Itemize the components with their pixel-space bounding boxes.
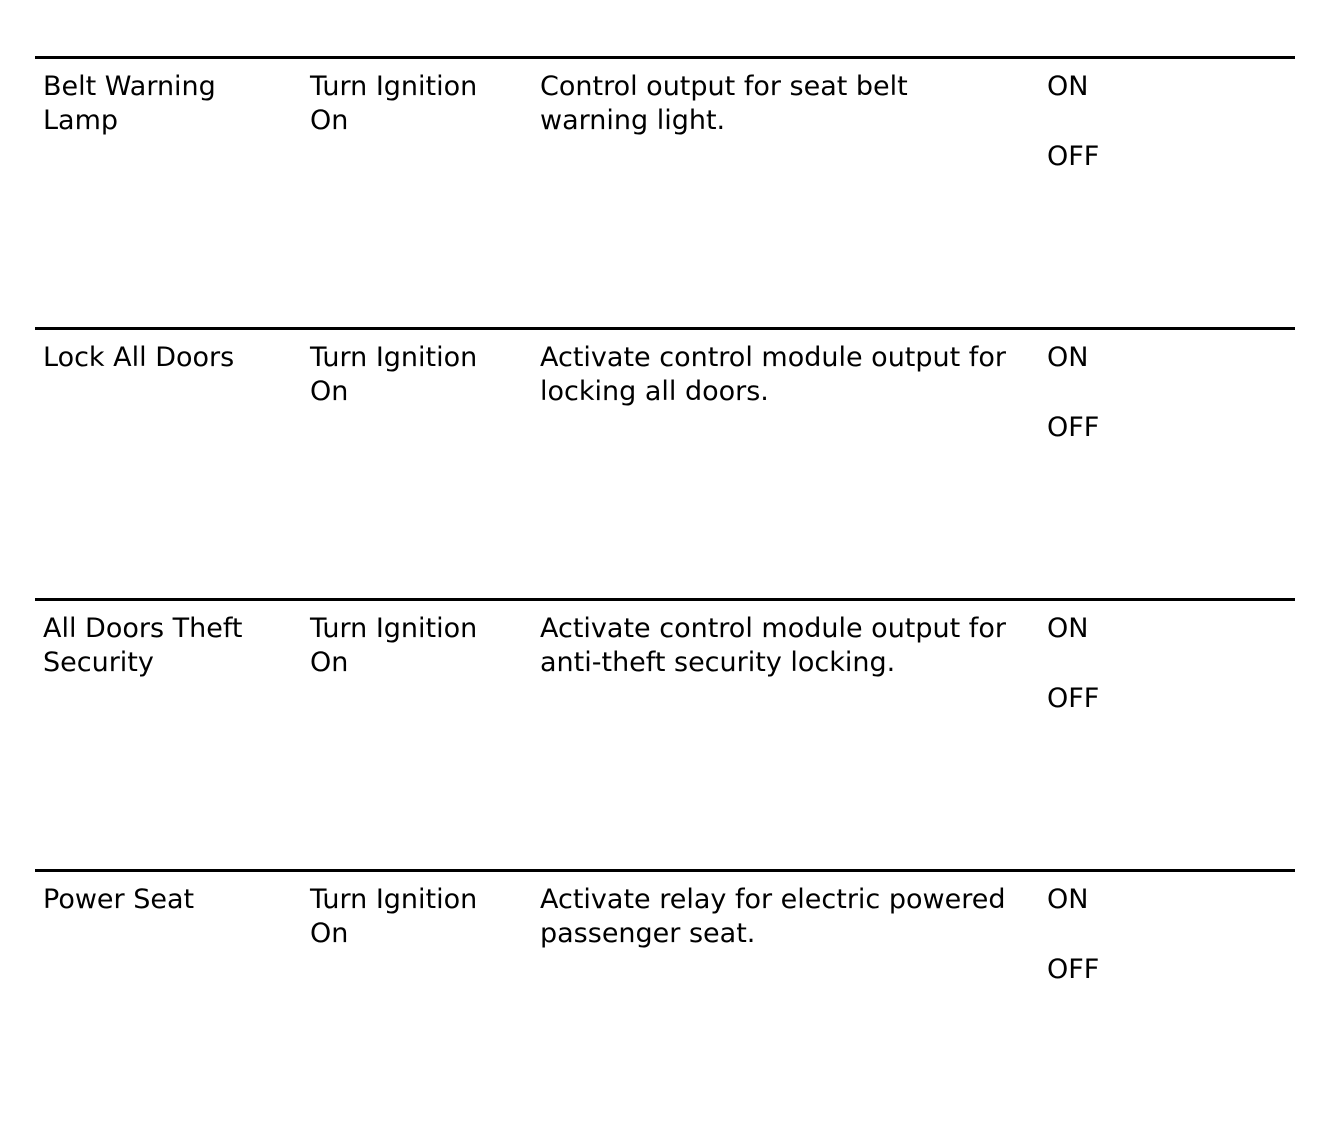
test-description-line: Activate relay for electric powered — [540, 884, 1006, 915]
test-condition — [310, 883, 477, 951]
table-row-all-doors-theft-security — [35, 598, 1295, 869]
test-options — [1047, 70, 1099, 174]
test-condition-line: On — [310, 918, 349, 949]
option-on: ON — [1047, 342, 1089, 373]
table-row-belt-warning-lamp — [35, 56, 1295, 327]
test-description-line: Control output for seat belt — [540, 71, 908, 102]
test-options — [1047, 612, 1099, 716]
test-condition-line: Turn Ignition — [310, 884, 478, 915]
test-condition-line: Turn Ignition — [310, 342, 478, 373]
test-condition-line: On — [310, 105, 349, 136]
test-condition — [310, 612, 477, 680]
test-description-line: passenger seat. — [540, 918, 756, 949]
option-off: OFF — [1047, 954, 1100, 985]
test-condition-line: On — [310, 647, 349, 678]
test-name — [43, 883, 194, 917]
actuator-test-table — [35, 56, 1295, 1140]
test-condition — [310, 70, 477, 138]
option-on: ON — [1047, 613, 1089, 644]
test-condition-line: On — [310, 376, 349, 407]
option-off: OFF — [1047, 141, 1100, 172]
test-name — [43, 341, 234, 375]
test-description — [540, 341, 1006, 409]
option-on: ON — [1047, 71, 1089, 102]
option-off: OFF — [1047, 683, 1100, 714]
test-name — [43, 70, 216, 138]
test-description — [540, 612, 1006, 680]
test-description-line: warning light. — [540, 105, 726, 136]
test-description — [540, 883, 1005, 951]
test-condition-line: Turn Ignition — [310, 71, 478, 102]
test-name-line: Lock All Doors — [43, 342, 235, 373]
option-off: OFF — [1047, 412, 1100, 443]
test-options — [1047, 341, 1099, 445]
test-description-line: Activate control module output for — [540, 613, 1006, 644]
test-options — [1047, 883, 1099, 987]
test-description — [540, 70, 908, 138]
option-on: ON — [1047, 884, 1089, 915]
test-description-line: locking all doors. — [540, 376, 769, 407]
test-name-line: All Doors Theft — [43, 613, 243, 644]
test-name-line: Power Seat — [43, 884, 195, 915]
test-name-line: Security — [43, 647, 154, 678]
test-description-line: anti-theft security locking. — [540, 647, 896, 678]
test-name-line: Lamp — [43, 105, 119, 136]
test-name-line: Belt Warning — [43, 71, 216, 102]
test-description-line: Activate control module output for — [540, 342, 1006, 373]
table-row-lock-all-doors — [35, 327, 1295, 598]
test-condition-line: Turn Ignition — [310, 613, 478, 644]
table-row-power-seat — [35, 869, 1295, 1140]
test-condition — [310, 341, 477, 409]
test-name — [43, 612, 242, 680]
